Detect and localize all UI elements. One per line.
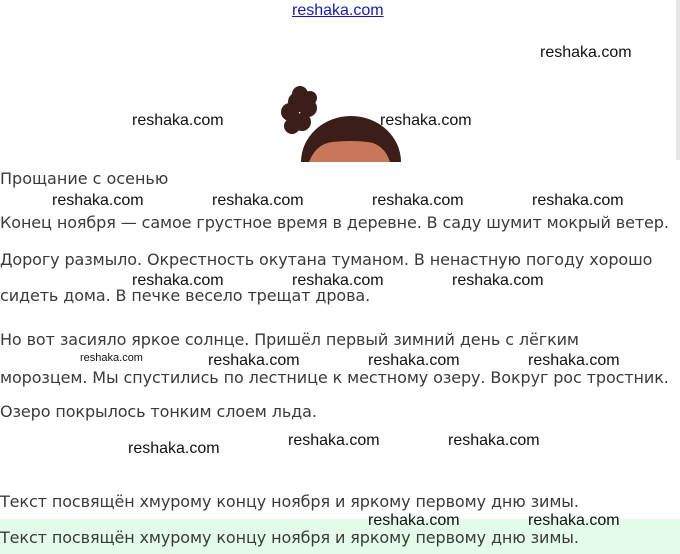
watermark: reshaka.com xyxy=(380,112,472,129)
watermark: reshaka.com xyxy=(128,440,220,457)
watermark: reshaka.com xyxy=(368,512,460,529)
watermark: reshaka.com xyxy=(292,272,384,289)
site-link-top[interactable]: reshaka.com xyxy=(292,2,384,19)
answer-option[interactable]: Текст посвящён хмурому концу ноября и яркому первому дню зимы. xyxy=(0,492,579,511)
watermark: reshaka.com xyxy=(452,272,544,289)
watermark: reshaka.com xyxy=(372,192,464,209)
story-line: Озеро покрылось тонким слоем льда. xyxy=(0,402,317,421)
watermark: reshaka.com xyxy=(368,352,460,369)
story-line: Но вот засияло яркое солнце. Пришёл первый зимний день с лёгким xyxy=(0,330,579,349)
watermark: reshaka.com xyxy=(80,352,143,364)
watermark: reshaka.com xyxy=(448,432,540,449)
watermark: reshaka.com xyxy=(528,512,620,529)
selected-answer[interactable]: Текст посвящён хмурому концу ноября и яркому первому дню зимы. xyxy=(0,528,579,547)
story-line: сидеть дома. В печке весело трещат дрова. xyxy=(0,286,371,305)
story-line: морозцем. Мы спустились по лестнице к местному озеру. Вокруг рос тростник. xyxy=(0,368,669,387)
story-title: Прощание с осенью xyxy=(0,169,169,188)
watermark: reshaka.com xyxy=(132,272,224,289)
story-line: Конец ноября — самое грустное время в деревне. В саду шумит мокрый ветер. xyxy=(0,213,669,232)
watermark: reshaka.com xyxy=(208,352,300,369)
watermark: reshaka.com xyxy=(540,44,632,61)
watermark: reshaka.com xyxy=(52,192,144,209)
scrollbar[interactable] xyxy=(676,0,680,160)
watermark: reshaka.com xyxy=(212,192,304,209)
story-line: Дорогу размыло. Окрестность окутана туманом. В ненастную погоду хорошо xyxy=(0,250,653,269)
watermark: reshaka.com xyxy=(532,192,624,209)
watermark: reshaka.com xyxy=(528,352,620,369)
watermark: reshaka.com xyxy=(132,112,224,129)
watermark: reshaka.com xyxy=(288,432,380,449)
